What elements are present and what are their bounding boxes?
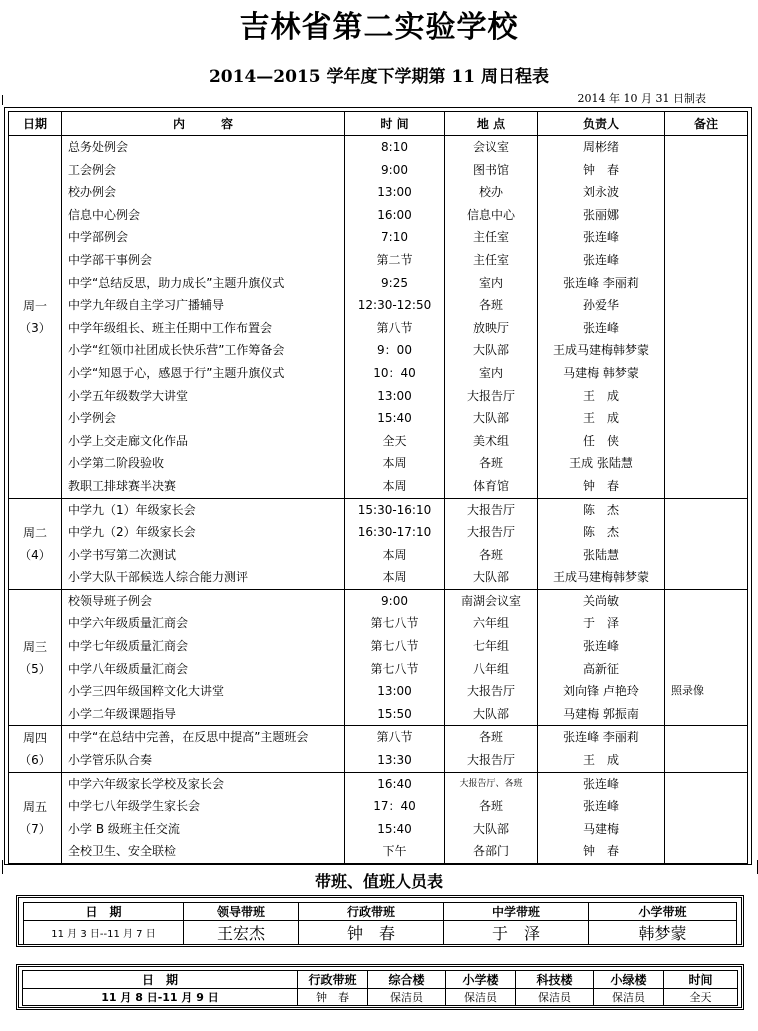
place-cell: 美术组 [472, 433, 509, 448]
time-cell: 16:00 [377, 207, 412, 222]
day-cell [9, 589, 62, 726]
duty1-admin: 钟 春 [299, 921, 444, 945]
day-number: （3） [19, 320, 51, 335]
content-cell: 教职工排球赛半决赛 [68, 478, 177, 493]
note-cell [665, 317, 747, 340]
day-number: （4） [19, 547, 51, 562]
content-cell: 全校卫生、安全联检 [68, 844, 177, 859]
day-label: 周三 [22, 639, 47, 654]
duty-table-2 [22, 970, 738, 1006]
duty-title: 带班、值班人员表 [314, 872, 443, 891]
header-content: 内 容 [62, 112, 345, 136]
content-column [62, 589, 345, 726]
time-cell: 8:10 [381, 140, 408, 154]
note-cell [665, 590, 747, 613]
time-cell: 第七八节 [370, 639, 419, 654]
time-cell: 15:40 [377, 411, 412, 426]
day-row [9, 772, 748, 863]
content-cell: 中学九（1）年级家长会 [68, 502, 196, 517]
place-cell: 各部门 [472, 844, 509, 859]
school-title: 吉林省第二实验学校 [239, 10, 519, 45]
place-cell: 大队部 [472, 706, 509, 721]
duty-table-2-header [23, 971, 738, 989]
content-cell: 小学 B 级班主任交流 [68, 821, 180, 836]
time-cell: 7:10 [381, 230, 408, 245]
owner-cell: 关尚敏 [582, 593, 619, 608]
duty2-green-bldg: 保洁员 [594, 989, 664, 1006]
place-cell: 各班 [478, 799, 503, 814]
content-cell: 中学“总结反思，助力成长”主题升旗仪式 [68, 275, 285, 290]
note-cell [665, 566, 747, 589]
content-cell: 校办例会 [68, 185, 117, 200]
place-cell: 大队部 [472, 821, 509, 836]
duty-table-2-row [23, 989, 738, 1006]
time-cell: 第八节 [376, 320, 413, 335]
content-cell: 中学“在总结中完善，在反思中提高”主题班会 [68, 730, 309, 745]
note-cell [665, 362, 747, 385]
content-cell: 中学九年级自主学习广播辅导 [68, 298, 225, 313]
note-column [665, 498, 748, 589]
owner-cell: 王 成 [582, 753, 619, 768]
note-cell [665, 181, 747, 204]
owner-cell: 周彬绪 [582, 140, 619, 154]
time-cell: 本周 [382, 456, 407, 471]
day-cell [9, 726, 62, 772]
day-cell [9, 136, 62, 499]
duty1-leader: 王宏杰 [184, 921, 299, 945]
duty-table-1-frame [16, 895, 744, 947]
time-cell: 16:30-17:10 [357, 525, 432, 540]
note-cell [665, 635, 747, 658]
owner-cell: 孙爱华 [582, 298, 619, 313]
place-cell: 会议室 [472, 140, 509, 154]
owner-cell: 马建梅 [582, 821, 619, 836]
place-cell: 体育馆 [472, 478, 509, 493]
place-column [445, 136, 538, 499]
header-owner: 负责人 [538, 112, 665, 136]
duty1-h-date: 日 期 [24, 903, 184, 921]
note-cell [665, 430, 747, 453]
owner-cell: 王成马建梅韩梦蒙 [552, 570, 649, 585]
owner-cell: 王 成 [582, 411, 619, 426]
header-time: 时 间 [345, 112, 445, 136]
place-cell: 大报告厅 [466, 753, 515, 768]
place-cell: 大报告厅 [466, 525, 515, 540]
note-cell [665, 159, 747, 182]
time-cell: 9:00 [381, 162, 408, 177]
owner-cell: 王成 张陆慧 [569, 456, 633, 471]
day-row [9, 136, 748, 499]
place-cell: 放映厅 [472, 320, 509, 335]
content-column [62, 772, 345, 863]
content-cell: 信息中心例会 [68, 207, 141, 222]
content-cell: 总务处例会 [68, 140, 129, 154]
day-row [9, 498, 748, 589]
duty1-middle: 于 泽 [444, 921, 589, 945]
content-cell: 中学七年级质量汇商会 [68, 639, 189, 654]
time-cell: 下午 [382, 844, 407, 859]
owner-cell: 张连峰 [582, 639, 619, 654]
content-cell: 中学六年级家长学校及家长会 [68, 776, 225, 791]
duty-table-1-header [24, 903, 737, 921]
note-cell [665, 272, 747, 295]
day-cell [9, 772, 62, 863]
place-cell: 大报告厅、各班 [459, 778, 523, 789]
time-cell: 13:00 [377, 684, 412, 699]
day-number: （5） [19, 661, 51, 676]
place-cell: 大队部 [472, 570, 509, 585]
note-cell [665, 249, 747, 272]
note-column [665, 589, 748, 726]
content-cell: 小学上交走廊文化作品 [68, 433, 189, 448]
note-cell: 照录像 [671, 684, 704, 698]
time-cell: 15:50 [377, 706, 412, 721]
day-label: 周一 [22, 298, 47, 313]
owner-cell: 钟 春 [582, 162, 619, 177]
time-cell: 10：40 [373, 365, 416, 380]
place-cell: 信息中心 [466, 207, 515, 222]
content-column [62, 726, 345, 772]
content-cell: 工会例会 [68, 162, 117, 177]
content-cell: 中学年级组长、班主任期中工作布置会 [68, 320, 273, 335]
duty2-tech-bldg: 保洁员 [516, 989, 594, 1006]
time-column [345, 589, 445, 726]
content-cell: 中学部例会 [68, 230, 129, 245]
duty1-h-admin: 行政带班 [299, 903, 444, 921]
place-cell: 室内 [478, 275, 503, 290]
time-column [345, 772, 445, 863]
place-cell: 七年组 [472, 639, 509, 654]
content-cell: 小学第二阶段验收 [68, 456, 165, 471]
time-cell: 第七八节 [370, 661, 419, 676]
duty2-h-green-bldg: 小绿楼 [594, 971, 664, 989]
time-cell: 12:30-12:50 [357, 298, 432, 313]
time-cell: 本周 [382, 547, 407, 562]
content-cell: 中学六年级质量汇商会 [68, 616, 189, 631]
duty-table-2-frame [16, 964, 744, 1010]
time-cell: 13:00 [377, 185, 412, 200]
time-cell: 9:00 [381, 593, 408, 608]
time-cell: 全天 [382, 433, 407, 448]
note-cell [665, 499, 747, 522]
place-cell: 校办 [478, 185, 503, 200]
schedule-header-row [9, 112, 748, 136]
owner-column [538, 772, 665, 863]
owner-cell: 张陆慧 [582, 547, 619, 562]
duty1-h-middle: 中学带班 [444, 903, 589, 921]
owner-cell: 钟 春 [582, 844, 619, 859]
owner-column [538, 726, 665, 772]
margin-mark [2, 95, 3, 105]
time-cell: 17：40 [373, 799, 416, 814]
owner-cell: 刘永波 [582, 185, 619, 200]
place-column [445, 498, 538, 589]
duty2-h-complex: 综合楼 [368, 971, 446, 989]
time-cell: 15:30-16:10 [357, 502, 432, 517]
owner-cell: 王成马建梅韩梦蒙 [552, 343, 649, 358]
owner-cell: 钟 春 [582, 478, 619, 493]
note-column [665, 772, 748, 863]
time-cell: 16:40 [377, 776, 412, 791]
place-cell: 大报告厅 [466, 388, 515, 403]
place-cell: 大报告厅 [466, 502, 515, 517]
content-cell: 小学大队干部候选人综合能力测评 [68, 570, 249, 585]
content-cell: 校领导班子例会 [68, 593, 153, 608]
place-cell: 六年组 [472, 616, 509, 631]
place-cell: 各班 [478, 298, 503, 313]
note-cell [665, 407, 747, 430]
note-cell [665, 773, 747, 796]
content-cell: 小学书写第二次测试 [68, 547, 177, 562]
owner-column [538, 589, 665, 726]
owner-cell: 任 侠 [582, 433, 619, 448]
time-cell: 15:40 [377, 821, 412, 836]
time-cell: 9：00 [377, 343, 412, 358]
owner-cell: 张连峰 [582, 230, 619, 245]
content-cell: 中学九（2）年级家长会 [68, 525, 196, 540]
owner-cell: 张丽娜 [582, 207, 619, 222]
note-cell [665, 475, 747, 498]
time-column [345, 726, 445, 772]
duty1-primary: 韩梦蒙 [589, 921, 737, 945]
place-cell: 室内 [478, 365, 503, 380]
time-cell: 9:25 [381, 275, 408, 290]
owner-cell: 于 泽 [582, 616, 619, 631]
place-cell: 各班 [478, 547, 503, 562]
note-cell [665, 703, 747, 726]
place-cell: 图书馆 [472, 162, 509, 177]
owner-cell: 刘向锋 卢艳玲 [563, 684, 639, 699]
day-number: （6） [19, 753, 51, 768]
duty-table-1-row [24, 921, 737, 945]
note-cell [665, 658, 747, 681]
owner-cell: 张连峰 李丽莉 [563, 730, 639, 745]
duty2-h-date: 日 期 [23, 971, 298, 989]
place-column [445, 772, 538, 863]
owner-cell: 张连峰 [582, 776, 619, 791]
note-column [665, 726, 748, 772]
time-cell: 本周 [382, 478, 407, 493]
owner-cell: 张连峰 [582, 320, 619, 335]
owner-cell: 陈 杰 [582, 502, 619, 517]
day-cell [9, 498, 62, 589]
duty1-h-leader: 领导带班 [184, 903, 299, 921]
content-cell: 中学部干事例会 [68, 252, 153, 267]
time-cell: 本周 [382, 570, 407, 585]
duty2-primary-bldg: 保洁员 [446, 989, 516, 1006]
place-column [445, 589, 538, 726]
time-cell: 第八节 [376, 730, 413, 745]
note-cell [665, 136, 747, 159]
day-label: 周四 [22, 731, 47, 746]
owner-cell: 马建梅 韩梦蒙 [563, 365, 639, 380]
owner-cell: 高新征 [582, 661, 619, 676]
duty2-h-primary-bldg: 小学楼 [446, 971, 516, 989]
duty1-date: 11 月 3 日--11 月 7 日 [24, 921, 184, 945]
note-cell [665, 521, 747, 544]
place-cell: 大报告厅 [466, 684, 515, 699]
owner-column [538, 136, 665, 499]
owner-cell: 张连峰 [582, 799, 619, 814]
note-cell [665, 818, 747, 841]
content-column [62, 136, 345, 499]
place-cell: 大队部 [472, 343, 509, 358]
owner-cell: 马建梅 郭振南 [563, 706, 639, 721]
place-cell: 南湖会议室 [460, 593, 521, 608]
duty2-complex: 保洁员 [368, 989, 446, 1006]
duty2-h-admin: 行政带班 [298, 971, 368, 989]
duty1-h-primary: 小学带班 [589, 903, 737, 921]
note-cell [665, 294, 747, 317]
day-number: （7） [19, 821, 51, 836]
day-row [9, 589, 748, 726]
content-cell: 小学二年级课题指导 [68, 706, 177, 721]
note-cell [665, 749, 747, 772]
place-cell: 八年组 [472, 661, 509, 676]
note-cell [665, 339, 747, 362]
duty2-h-tech-bldg: 科技楼 [516, 971, 594, 989]
date-note: 2014 年 10 月 31 日制表 [577, 92, 706, 105]
content-cell: 小学五年级数学大讲堂 [68, 388, 189, 403]
duty2-date: 11 月 8 日-11 月 9 日 [23, 989, 298, 1006]
place-cell: 主任室 [472, 252, 509, 267]
owner-cell: 张连峰 李丽莉 [563, 275, 639, 290]
note-cell [665, 544, 747, 567]
note-cell [665, 726, 747, 749]
header-note: 备注 [665, 112, 748, 136]
time-column [345, 498, 445, 589]
content-cell: 小学管乐队合奏 [68, 753, 153, 768]
note-cell [665, 612, 747, 635]
time-cell: 第七八节 [370, 616, 419, 631]
day-row [9, 726, 748, 772]
place-column [445, 726, 538, 772]
schedule-table [8, 111, 748, 864]
owner-cell: 张连峰 [582, 252, 619, 267]
place-cell: 主任室 [472, 230, 509, 245]
owner-cell: 陈 杰 [582, 525, 619, 540]
note-cell [665, 226, 747, 249]
day-label: 周五 [22, 799, 47, 814]
duty2-h-time: 时间 [664, 971, 738, 989]
note-cell [665, 385, 747, 408]
note-cell [665, 452, 747, 475]
duty2-admin: 钟 春 [298, 989, 368, 1006]
schedule-frame [4, 107, 752, 865]
day-label: 周二 [22, 525, 47, 540]
place-cell: 各班 [478, 730, 503, 745]
note-column [665, 136, 748, 499]
note-cell [665, 204, 747, 227]
time-column [345, 136, 445, 499]
schedule-body [9, 136, 748, 864]
content-column [62, 498, 345, 589]
time-cell: 第二节 [376, 252, 413, 267]
duty-table-1 [23, 902, 737, 945]
note-cell [665, 795, 747, 818]
owner-column [538, 498, 665, 589]
content-cell: 中学八年级质量汇商会 [68, 661, 189, 676]
place-cell: 大队部 [472, 411, 509, 426]
time-cell: 13:00 [377, 388, 412, 403]
header-place: 地 点 [445, 112, 538, 136]
content-cell: 小学“红领巾社团成长快乐营”工作筹备会 [68, 343, 285, 358]
header-date: 日期 [9, 112, 62, 136]
owner-cell: 王 成 [582, 388, 619, 403]
duty2-time: 全天 [664, 989, 738, 1006]
place-cell: 各班 [478, 456, 503, 471]
content-cell: 中学七八年级学生家长会 [68, 799, 201, 814]
schedule-subtitle: 2014—2015 学年度下学期第 11 周日程表 [208, 67, 550, 87]
content-cell: 小学三四年级国粹文化大讲堂 [68, 684, 225, 699]
time-cell: 13:30 [377, 753, 412, 768]
content-cell: 小学“知恩于心，感恩于行”主题升旗仪式 [68, 365, 285, 380]
content-cell: 小学例会 [68, 411, 117, 426]
